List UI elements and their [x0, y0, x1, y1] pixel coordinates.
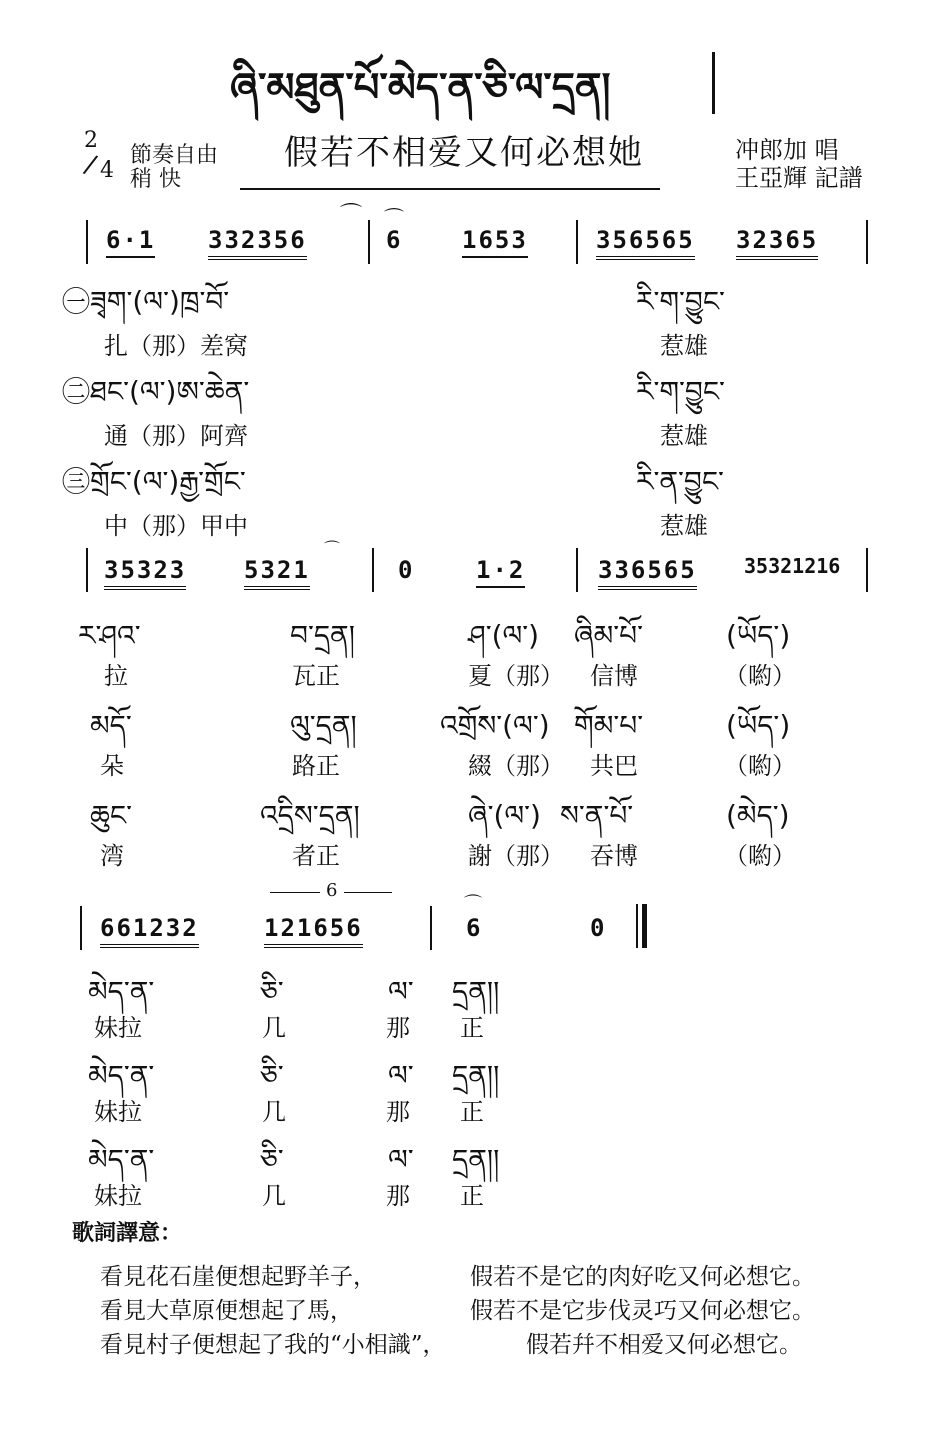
translation-line: 看見村子便想起了我的“小相識”，	[100, 1332, 446, 1358]
lyric-tibetan: ལ་	[388, 1143, 414, 1176]
lyric-tibetan: དྲན།།	[452, 975, 500, 1008]
lyric-tibetan: དྲན།།	[452, 1143, 500, 1176]
lyric-chinese: 共巴	[590, 752, 638, 780]
singer-credit: 冲郎加 唱	[735, 136, 839, 164]
lyric-chinese: 妹拉	[94, 1182, 142, 1210]
lyric-chinese: （喲）	[724, 842, 796, 870]
lyric-chinese: 正	[460, 1182, 484, 1210]
lyric-chinese: 謝（那）	[468, 842, 564, 870]
note-group: 6	[386, 226, 403, 254]
note-group: 35321216	[744, 554, 841, 578]
lyric-tibetan: ཞིམ་པོ་	[574, 619, 643, 652]
verse-marker: ㊀	[62, 285, 91, 318]
lyric-tibetan: དྲན།།	[452, 1059, 500, 1092]
title-chinese: 假若不相爱又何必想她	[284, 133, 644, 173]
lyric-tibetan: གོམ་པ་	[574, 709, 644, 742]
tuplet-bracket	[344, 892, 392, 893]
note-group: 35323	[104, 556, 186, 590]
final-barline-thin	[636, 904, 638, 948]
tuplet-bracket	[270, 892, 320, 893]
lyric-tibetan: མེད་ན་	[88, 1059, 155, 1092]
lyric-chinese: 那	[386, 1098, 410, 1126]
lyric-chinese: （喲）	[724, 752, 796, 780]
lyric-chinese: 正	[460, 1098, 484, 1126]
lyric-chinese: 者正	[292, 842, 340, 870]
barline	[80, 906, 82, 950]
lyric-tibetan: རི་ན་བྱུང་	[636, 465, 724, 498]
lyric-chinese: 正	[460, 1014, 484, 1042]
lyric-tibetan: མེད་ན་	[88, 975, 155, 1008]
fermata-icon: ⌒	[324, 539, 341, 558]
lyric-tibetan: ཞེ་(ལ་)	[468, 799, 541, 832]
lyric-tibetan: ཆུང་	[90, 799, 132, 832]
lyric-tibetan: འདྲིས་དྲན།	[260, 799, 360, 832]
barline	[576, 220, 578, 264]
lyric-tibetan: ㊂གྲོང་(ལ་)རྒྱ་གྲོང་	[62, 465, 246, 498]
barline	[372, 548, 374, 592]
lyric-tibetan: ལུ་དྲན།	[290, 709, 357, 742]
verse-marker: ㊁	[62, 375, 91, 408]
lyric-chinese: 惹雄	[660, 512, 708, 540]
lyric-chinese: 扎（那）差窝	[104, 332, 248, 360]
lyric-chinese: 信博	[590, 662, 638, 690]
lyric-chinese: 妹拉	[94, 1098, 142, 1126]
lyric-chinese: 妹拉	[94, 1014, 142, 1042]
barline	[86, 220, 88, 264]
tempo-line1: 節奏自由	[130, 143, 219, 168]
slur-mark: ⌒	[340, 203, 363, 228]
fermata-icon: ⌒	[464, 894, 482, 915]
note-group: 121656	[264, 914, 363, 948]
lyric-tibetan: མདོ་	[90, 709, 132, 742]
title-tibetan: ཞི་མཐུན་པོ་མེད་ན་ཅི་ལ་དྲན།	[230, 65, 611, 111]
note-group: 336565	[598, 556, 697, 590]
lyric-chinese: 那	[386, 1182, 410, 1210]
translation-line: 假若幷不相爱又何必想它。	[526, 1332, 802, 1358]
tuplet-number: 6	[326, 880, 338, 901]
lyric-chinese: 吞博	[590, 842, 638, 870]
lyric-chinese: 朵	[100, 752, 124, 780]
tempo-line2: 稍 快	[130, 167, 181, 192]
barline	[430, 906, 432, 950]
note-group: 5321	[244, 556, 310, 590]
lyric-tibetan: ㊀ཟྭག་(ལ་)ཁྲ་བོ་	[62, 285, 230, 318]
lyric-tibetan: (མེད་)	[726, 799, 790, 832]
lyric-chinese: 几	[262, 1098, 286, 1126]
lyric-tibetan: རི་ག་བྱུང་	[636, 285, 725, 318]
barline	[576, 548, 578, 592]
lyric-chinese: 通（那）阿齊	[104, 422, 248, 450]
lyric-tibetan: ཅི་	[260, 975, 284, 1008]
note-group: 332356	[208, 226, 307, 260]
lyric-chinese: 瓦正	[292, 662, 340, 690]
note-group: 0	[590, 914, 607, 942]
lyric-chinese: 拉	[104, 662, 128, 690]
lyric-tibetan: (ཡོད་)	[726, 619, 791, 652]
note-group: 1653	[462, 226, 528, 258]
lyric-tibetan: བ་དྲན།	[290, 619, 355, 652]
time-sig-bottom: 4	[100, 158, 114, 183]
lyric-chinese: 惹雄	[660, 332, 708, 360]
recorder-credit: 王亞輝 記譜	[735, 164, 863, 192]
lyric-chinese: 那	[386, 1014, 410, 1042]
note-group: 661232	[100, 914, 199, 948]
final-barline-thick	[642, 904, 647, 948]
lyric-chinese: 几	[262, 1014, 286, 1042]
lyric-chinese: 路正	[292, 752, 340, 780]
lyric-tibetan: ར་ཤའ་	[78, 619, 141, 652]
lyric-tibetan: ཅི་	[260, 1143, 284, 1176]
lyric-tibetan: ཤ་(ལ་)	[468, 619, 540, 652]
lyric-chinese: 中（那）甲中	[104, 512, 248, 540]
lyric-chinese: 几	[262, 1182, 286, 1210]
time-sig-slash: /	[81, 149, 100, 181]
translation-line: 假若不是它的肉好吃又何必想它。	[470, 1264, 815, 1290]
lyric-chinese: 湾	[100, 842, 124, 870]
lyric-chinese: 夏（那）	[468, 662, 564, 690]
lyric-tibetan: ལ་	[388, 975, 414, 1008]
note-group: 0	[398, 556, 415, 584]
barline	[86, 548, 88, 592]
lyric-tibetan: ཅི་	[260, 1059, 284, 1092]
time-sig-top: 2	[84, 128, 98, 153]
lyric-chinese: （喲）	[724, 662, 796, 690]
fermata-icon: ⌒	[384, 206, 404, 230]
translation-heading: 歌詞譯意：	[72, 1220, 183, 1246]
translation-line: 看見大草原便想起了馬，	[100, 1298, 353, 1324]
title-end-bar	[712, 52, 715, 114]
lyric-tibetan: རི་ག་བྱུང་	[636, 375, 725, 408]
lyric-tibetan: ལ་	[388, 1059, 414, 1092]
lyric-tibetan: ㊁ཐང་(ལ་)ཨ་ཆེན་	[62, 375, 250, 408]
lyric-tibetan: ས་ན་པོ་	[560, 799, 634, 832]
barline	[368, 220, 370, 264]
lyric-chinese: 綴（那）	[468, 752, 564, 780]
lyric-tibetan: འགྲོས་(ལ་)	[440, 709, 550, 742]
lyric-tibetan: (ཡོད་)	[726, 709, 791, 742]
barline	[866, 220, 868, 264]
note-group: 356565	[596, 226, 695, 260]
lyric-tibetan: མེད་ན་	[88, 1143, 155, 1176]
note-group: 6·1	[106, 226, 155, 258]
note-group: 6	[466, 914, 483, 942]
lyric-chinese: 惹雄	[660, 422, 708, 450]
translation-line: 看見花石崖便想起野羊子，	[100, 1264, 376, 1290]
note-group: 1·2	[476, 556, 525, 588]
barline	[866, 548, 868, 592]
title-underline	[240, 188, 660, 190]
translation-line: 假若不是它步伐灵巧又何必想它。	[470, 1298, 815, 1324]
note-group: 32365	[736, 226, 818, 260]
verse-marker: ㊂	[62, 465, 91, 498]
